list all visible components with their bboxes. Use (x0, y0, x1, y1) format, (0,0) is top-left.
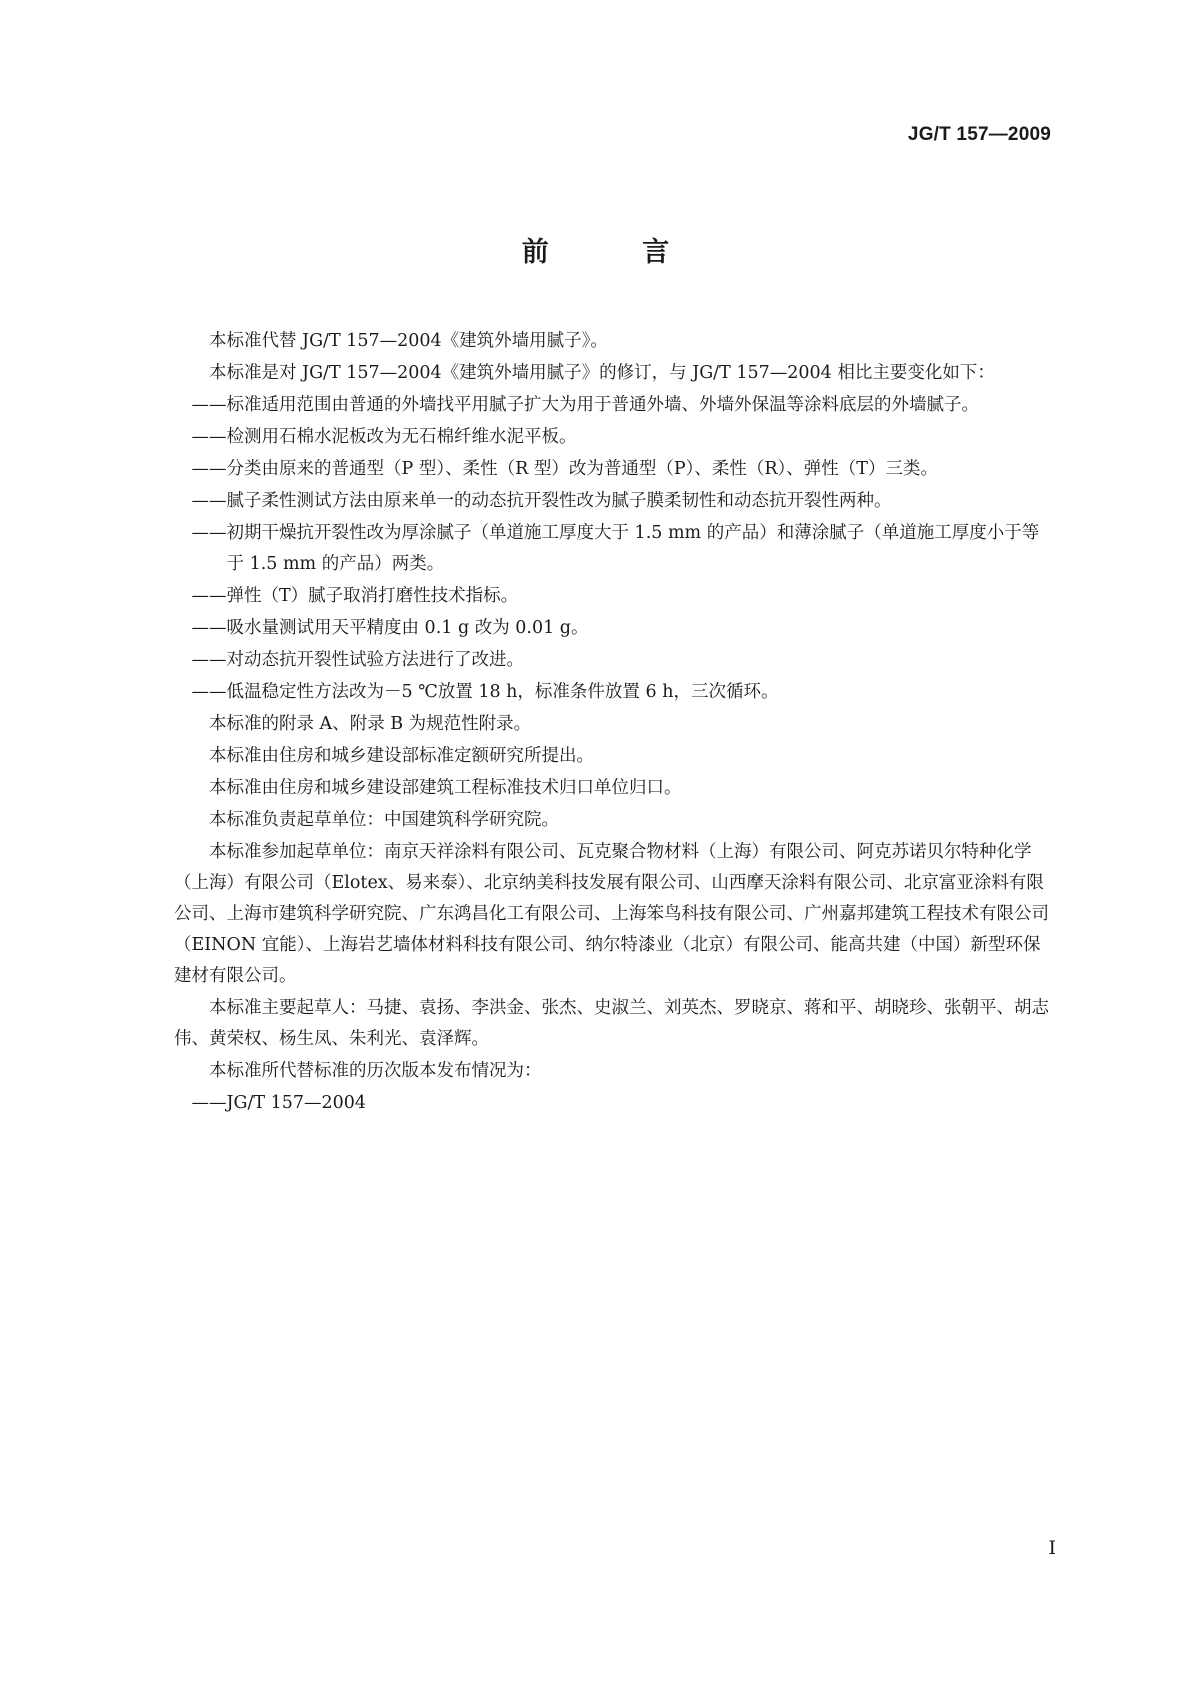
change-list-item: ——弹性（T）腻子取消打磨性技术指标。 (191, 586, 519, 606)
paragraph: 本标准主要起草人：马捷、袁扬、李洪金、张杰、史淑兰、刘英杰、罗晓京、蒋和平、胡晓珍、张朝平、胡志伟、黄荣权、杨生凤、朱利光、袁泽辉。 (174, 998, 1049, 1049)
paragraph: 本标准的附录 A、附录 B 为规范性附录。 (209, 714, 532, 734)
change-list-item: ——初期干燥抗开裂性改为厚涂腻子（单道施工厚度大于 1.5 mm 的产品）和薄涂腻子（单道施工厚度小于等于 1.5 mm 的产品）两类。 (191, 523, 1040, 574)
paragraph: 本标准代替 JG/T 157—2004《建筑外墙用腻子》。 (209, 331, 608, 351)
change-list-item: ——吸水量测试用天平精度由 0.1 g 改为 0.01 g。 (191, 618, 589, 638)
change-list-item: ——检测用石棉水泥板改为无石棉纤维水泥平板。 (191, 427, 577, 447)
change-list-item: ——低温稳定性方法改为－5 ℃放置 18 h，标准条件放置 6 h，三次循环。 (191, 682, 779, 702)
standard-code: JG/T 157—2009 (907, 124, 1051, 145)
paragraph: 本标准由住房和城乡建设部标准定额研究所提出。 (209, 746, 594, 766)
change-list-item: ——对动态抗开裂性试验方法进行了改进。 (191, 650, 524, 670)
paragraph: 本标准由住房和城乡建设部建筑工程标准技术归口单位归口。 (209, 778, 682, 798)
page-number: I (1048, 1537, 1056, 1559)
paragraph: 本标准负责起草单位：中国建筑科学研究院。 (209, 810, 559, 830)
change-list-item: ——标准适用范围由普通的外墙找平用腻子扩大为用于普通外墙、外墙外保温等涂料底层的外墙腻子。 (191, 395, 979, 415)
change-list-item: ——腻子柔性测试方法由原来单一的动态抗开裂性改为腻子膜柔韧性和动态抗开裂性两种。 (191, 491, 892, 511)
paragraph: 本标准是对 JG/T 157—2004《建筑外墙用腻子》的修订，与 JG/T 157—2004 相比主要变化如下： (209, 363, 995, 383)
version-history-item: ——JG/T 157—2004 (191, 1093, 367, 1113)
document-body (174, 326, 1054, 1120)
paragraph: 本标准参加起草单位：南京天祥涂料有限公司、瓦克聚合物材料（上海）有限公司、阿克苏诺贝尔特种化学（上海）有限公司（Elotex、易来泰）、北京纳美科技发展有限公司、山西摩天涂料有限公司、北京富亚涂料有限公司、上海市建筑科学研究院、广东鸿昌化工有限公司、上海笨鸟科技有限公司、广州嘉邦建筑工程技术有限公司（EINON 宜能）、上海岩艺墙体材料科技有限公司、纳尔特漆业（北京）有限公司、能高共建（中国）新型环保建材有限公司。 (174, 842, 1049, 986)
change-list-item: ——分类由原来的普通型（P 型）、柔性（R 型）改为普通型（P）、柔性（R）、弹性（T）三类。 (191, 459, 938, 479)
paragraph: 本标准所代替标准的历次版本发布情况为： (209, 1061, 542, 1081)
page-title: 前 言 (521, 237, 712, 268)
